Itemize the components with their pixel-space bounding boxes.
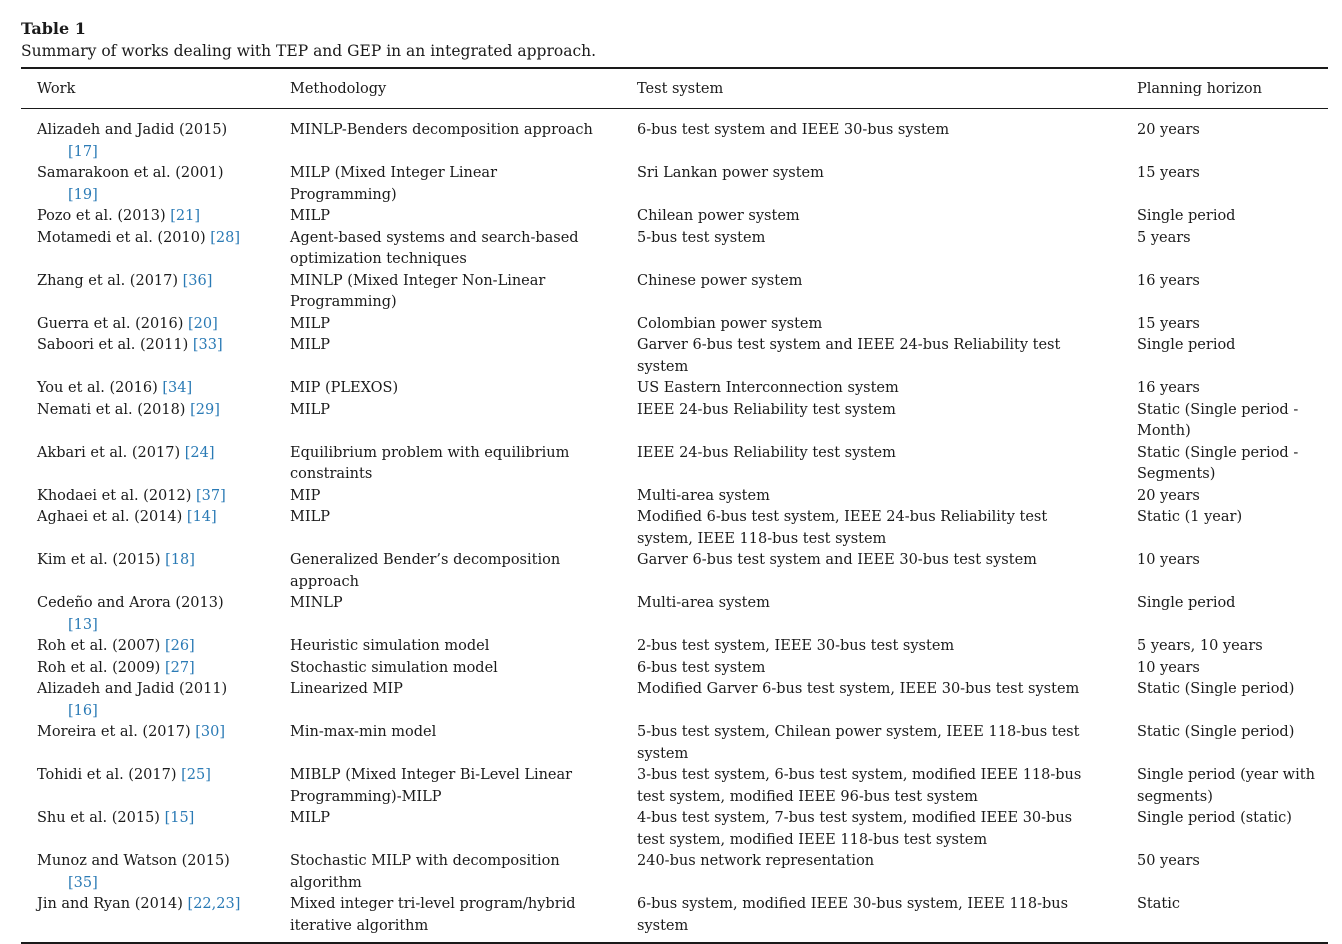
work-citation xyxy=(37,378,253,400)
cell-work xyxy=(21,636,253,658)
work-author-year: Akbari et al. (2017) xyxy=(37,444,181,461)
cell-methodology: MILP xyxy=(290,509,330,525)
table-row xyxy=(21,314,1328,336)
cell-planning-horizon: Static xyxy=(1137,896,1180,912)
work-citation xyxy=(37,851,253,894)
cell-test-system: Garver 6-bus test system and IEEE 30-bus test system xyxy=(637,552,1037,568)
cell-methodology: MIP (PLEXOS) xyxy=(290,380,399,396)
work-citation xyxy=(37,658,253,680)
reference-link[interactable]: [14] xyxy=(186,509,217,525)
cell-planning-horizon: Single period (year with segments) xyxy=(1137,767,1315,805)
cell-planning-horizon: 10 years xyxy=(1137,659,1200,676)
work-author-year: Samarakoon et al. (2001) xyxy=(37,165,224,181)
cell-test-system: 240-bus network representation xyxy=(637,853,875,869)
table-row xyxy=(21,109,1328,163)
work-citation xyxy=(37,400,253,422)
cell-planning-horizon: 20 years xyxy=(1137,122,1200,138)
reference-link[interactable]: [27] xyxy=(164,659,195,676)
cell-test-system: 6-bus test system xyxy=(637,659,766,676)
table-body xyxy=(21,109,1328,937)
cell-work xyxy=(21,851,253,894)
cell-methodology: Linearized MIP xyxy=(290,681,403,697)
cell-planning-horizon: Static (1 year) xyxy=(1137,509,1243,525)
summary-table xyxy=(21,69,1328,937)
reference-link[interactable]: [18] xyxy=(165,552,195,568)
cell-planning-horizon: Single period xyxy=(1137,595,1236,611)
work-author-year: Roh et al. (2009) xyxy=(37,659,161,676)
table-row xyxy=(21,271,1328,314)
reference-link[interactable]: [37] xyxy=(196,487,226,504)
work-author-year: Kim et al. (2015) xyxy=(37,552,161,568)
header-planning-horizon: Planning horizon xyxy=(1137,80,1262,97)
cell-methodology: Mixed integer tri-level program/hybrid iterative algorithm xyxy=(290,896,576,934)
reference-link[interactable]: [13] xyxy=(68,616,98,633)
table-row xyxy=(21,206,1328,228)
cell-work xyxy=(21,109,253,163)
cell-planning-horizon: Single period xyxy=(1137,208,1236,224)
table-row xyxy=(21,443,1328,486)
cell-work xyxy=(21,271,253,314)
work-author-year: Saboori et al. (2011) xyxy=(37,337,189,353)
cell-work xyxy=(21,722,253,765)
cell-work xyxy=(21,550,253,593)
work-author-year: Nemati et al. (2018) xyxy=(37,401,186,418)
cell-work xyxy=(21,443,253,486)
work-citation xyxy=(37,163,253,206)
table-row xyxy=(21,550,1328,593)
cell-planning-horizon: 16 years xyxy=(1137,380,1200,396)
work-citation xyxy=(37,593,253,636)
work-citation xyxy=(37,314,253,336)
cell-work xyxy=(21,400,253,443)
cell-planning-horizon: 5 years, 10 years xyxy=(1137,638,1263,654)
table-row xyxy=(21,228,1328,271)
cell-test-system: Chilean power system xyxy=(637,208,800,224)
work-citation xyxy=(37,486,253,508)
work-author-year: Roh et al. (2007) xyxy=(37,638,161,654)
cell-work xyxy=(21,335,253,378)
cell-planning-horizon: 15 years xyxy=(1137,165,1200,181)
table-row xyxy=(21,851,1328,894)
cell-methodology: Heuristic simulation model xyxy=(290,638,490,654)
cell-test-system: 5-bus test system, Chilean power system, IEEE 118-bus test system xyxy=(637,724,1080,762)
cell-planning-horizon: 15 years xyxy=(1137,315,1200,332)
cell-test-system: 2-bus test system, IEEE 30-bus test system xyxy=(637,638,955,654)
cell-methodology: Stochastic MILP with decomposition algorithm xyxy=(290,853,560,891)
cell-test-system: 6-bus system, modified IEEE 30-bus system, IEEE 118-bus system xyxy=(637,896,1069,934)
cell-test-system: US Eastern Interconnection system xyxy=(637,380,899,396)
reference-link[interactable]: [35] xyxy=(68,874,98,891)
cell-test-system: 5-bus test system xyxy=(637,229,766,246)
cell-methodology: Equilibrium problem with equilibrium constraints xyxy=(290,444,570,482)
cell-work xyxy=(21,507,253,550)
table-row xyxy=(21,722,1328,765)
work-citation xyxy=(37,679,253,722)
work-author-year: Moreira et al. (2017) xyxy=(37,724,191,740)
work-author-year: Alizadeh and Jadid (2015) xyxy=(37,122,228,138)
table-row xyxy=(21,808,1328,851)
table-row xyxy=(21,658,1328,680)
reference-link[interactable]: [25] xyxy=(181,767,211,783)
cell-test-system: IEEE 24-bus Reliability test system xyxy=(637,444,896,461)
reference-link[interactable]: [24] xyxy=(184,444,215,461)
cell-planning-horizon: 20 years xyxy=(1137,487,1200,504)
cell-work xyxy=(21,206,253,228)
reference-link[interactable]: [29] xyxy=(190,401,220,418)
reference-link[interactable]: [16] xyxy=(68,702,98,719)
work-author-year: Alizadeh and Jadid (2011) xyxy=(37,681,228,697)
reference-link[interactable]: [22,23] xyxy=(187,896,241,912)
header-methodology: Methodology xyxy=(290,80,387,97)
cell-test-system: Garver 6-bus test system and IEEE 24-bus Reliability test system xyxy=(637,337,1061,375)
cell-methodology: MILP xyxy=(290,401,330,418)
reference-link[interactable]: [30] xyxy=(195,724,226,740)
cell-methodology: MILP xyxy=(290,208,330,224)
cell-methodology: MIBLP (Mixed Integer Bi-Level Linear Programming)-MILP xyxy=(290,767,573,805)
cell-test-system: Modified Garver 6-bus test system, IEEE 30-bus test system xyxy=(637,681,1080,697)
cell-test-system: 4-bus test system, 7-bus test system, modified IEEE 30-bus test system, modified IEEE 118-bus test system xyxy=(637,810,1073,848)
table-row xyxy=(21,335,1328,378)
cell-planning-horizon: Static (Single period - Month) xyxy=(1137,401,1299,439)
header-row xyxy=(21,69,1328,108)
cell-work xyxy=(21,228,253,271)
cell-methodology: MINLP-Benders decomposition approach xyxy=(290,122,593,138)
cell-work xyxy=(21,658,253,680)
reference-link[interactable]: [34] xyxy=(162,380,193,396)
work-citation xyxy=(37,636,253,658)
cell-test-system: Modified 6-bus test system, IEEE 24-bus Reliability test system, IEEE 118-bus test system xyxy=(637,509,1048,547)
reference-link[interactable]: [33] xyxy=(192,337,223,353)
cell-test-system: Chinese power system xyxy=(637,272,803,289)
cell-planning-horizon: Single period xyxy=(1137,337,1236,353)
reference-link[interactable]: [26] xyxy=(164,638,195,654)
cell-planning-horizon: 16 years xyxy=(1137,272,1200,289)
table-row xyxy=(21,894,1328,937)
header-test-system: Test system xyxy=(637,80,724,97)
reference-link[interactable]: [19] xyxy=(68,186,98,203)
work-author-year: Pozo et al. (2013) xyxy=(37,208,166,224)
cell-work xyxy=(21,679,253,722)
table-caption: Summary of works dealing with TEP and GEP in an integrated approach. xyxy=(21,42,597,60)
cell-methodology: Min-max-min model xyxy=(290,724,437,740)
cell-planning-horizon: 10 years xyxy=(1137,552,1200,568)
cell-test-system: IEEE 24-bus Reliability test system xyxy=(637,401,896,418)
work-citation xyxy=(37,443,253,465)
cell-methodology: MINLP xyxy=(290,595,343,611)
work-author-year: Zhang et al. (2017) xyxy=(37,272,179,289)
table-container xyxy=(21,18,1328,944)
work-citation xyxy=(37,507,253,529)
reference-link[interactable]: [28] xyxy=(210,229,241,246)
cell-planning-horizon: Static (Single period - Segments) xyxy=(1137,444,1299,482)
work-citation xyxy=(37,271,253,293)
work-citation xyxy=(37,206,253,228)
cell-work xyxy=(21,486,253,508)
cell-methodology: MILP xyxy=(290,810,330,826)
cell-planning-horizon: Static (Single period) xyxy=(1137,681,1295,697)
work-citation xyxy=(37,550,253,572)
work-citation xyxy=(37,120,253,163)
work-author-year: You et al. (2016) xyxy=(37,380,158,396)
work-author-year: Cedeño and Arora (2013) xyxy=(37,595,224,611)
reference-link[interactable]: [17] xyxy=(68,143,98,160)
work-author-year: Motamedi et al. (2010) xyxy=(37,229,206,246)
work-author-year: Guerra et al. (2016) xyxy=(37,315,184,332)
cell-methodology: Agent-based systems and search-based optimization techniques xyxy=(290,229,579,267)
work-citation xyxy=(37,335,253,357)
cell-work xyxy=(21,314,253,336)
table-row xyxy=(21,378,1328,400)
cell-methodology: MIP xyxy=(290,487,321,504)
reference-link[interactable]: [21] xyxy=(170,208,200,224)
table-row xyxy=(21,507,1328,550)
cell-test-system: Colombian power system xyxy=(637,315,823,332)
cell-work xyxy=(21,163,253,206)
header-work: Work xyxy=(37,80,76,97)
cell-planning-horizon: Single period (static) xyxy=(1137,810,1292,826)
table-row xyxy=(21,400,1328,443)
work-author-year: Jin and Ryan (2014) xyxy=(37,896,183,912)
cell-work xyxy=(21,894,253,937)
cell-planning-horizon: 5 years xyxy=(1137,229,1191,246)
work-citation xyxy=(37,765,253,787)
cell-planning-horizon: Static (Single period) xyxy=(1137,724,1295,740)
cell-test-system: 6-bus test system and IEEE 30-bus system xyxy=(637,122,950,138)
table-row xyxy=(21,593,1328,636)
work-author-year: Munoz and Watson (2015) xyxy=(37,853,230,869)
work-citation xyxy=(37,808,253,830)
cell-methodology: Generalized Bender’s decomposition approach xyxy=(290,552,561,590)
table-row xyxy=(21,679,1328,722)
table-label: Table 1 xyxy=(21,19,86,38)
reference-link[interactable]: [20] xyxy=(187,315,218,332)
work-citation xyxy=(37,228,253,250)
work-author-year: Khodaei et al. (2012) xyxy=(37,487,192,504)
cell-test-system: Multi-area system xyxy=(637,595,770,611)
cell-test-system: Sri Lankan power system xyxy=(637,165,824,181)
cell-test-system: Multi-area system xyxy=(637,487,770,504)
cell-work xyxy=(21,808,253,851)
table-row xyxy=(21,486,1328,508)
reference-link[interactable]: [15] xyxy=(164,810,195,826)
work-citation xyxy=(37,894,253,916)
work-author-year: Tohidi et al. (2017) xyxy=(37,767,177,783)
work-citation xyxy=(37,722,253,744)
table-row xyxy=(21,636,1328,658)
cell-work xyxy=(21,378,253,400)
table-row xyxy=(21,765,1328,808)
cell-methodology: MILP xyxy=(290,315,330,332)
work-author-year: Shu et al. (2015) xyxy=(37,810,160,826)
cell-methodology: MINLP (Mixed Integer Non-Linear Programming) xyxy=(290,272,546,310)
cell-planning-horizon: 50 years xyxy=(1137,853,1200,869)
cell-work xyxy=(21,593,253,636)
cell-methodology: MILP (Mixed Integer Linear Programming) xyxy=(290,165,498,203)
table-row xyxy=(21,163,1328,206)
cell-methodology: Stochastic simulation model xyxy=(290,659,498,676)
cell-methodology: MILP xyxy=(290,337,330,353)
cell-test-system: 3-bus test system, 6-bus test system, modified IEEE 118-bus test system, modified IEEE 96-bus test system xyxy=(637,767,1082,805)
cell-work xyxy=(21,765,253,808)
work-author-year: Aghaei et al. (2014) xyxy=(37,509,183,525)
reference-link[interactable]: [36] xyxy=(182,272,213,289)
